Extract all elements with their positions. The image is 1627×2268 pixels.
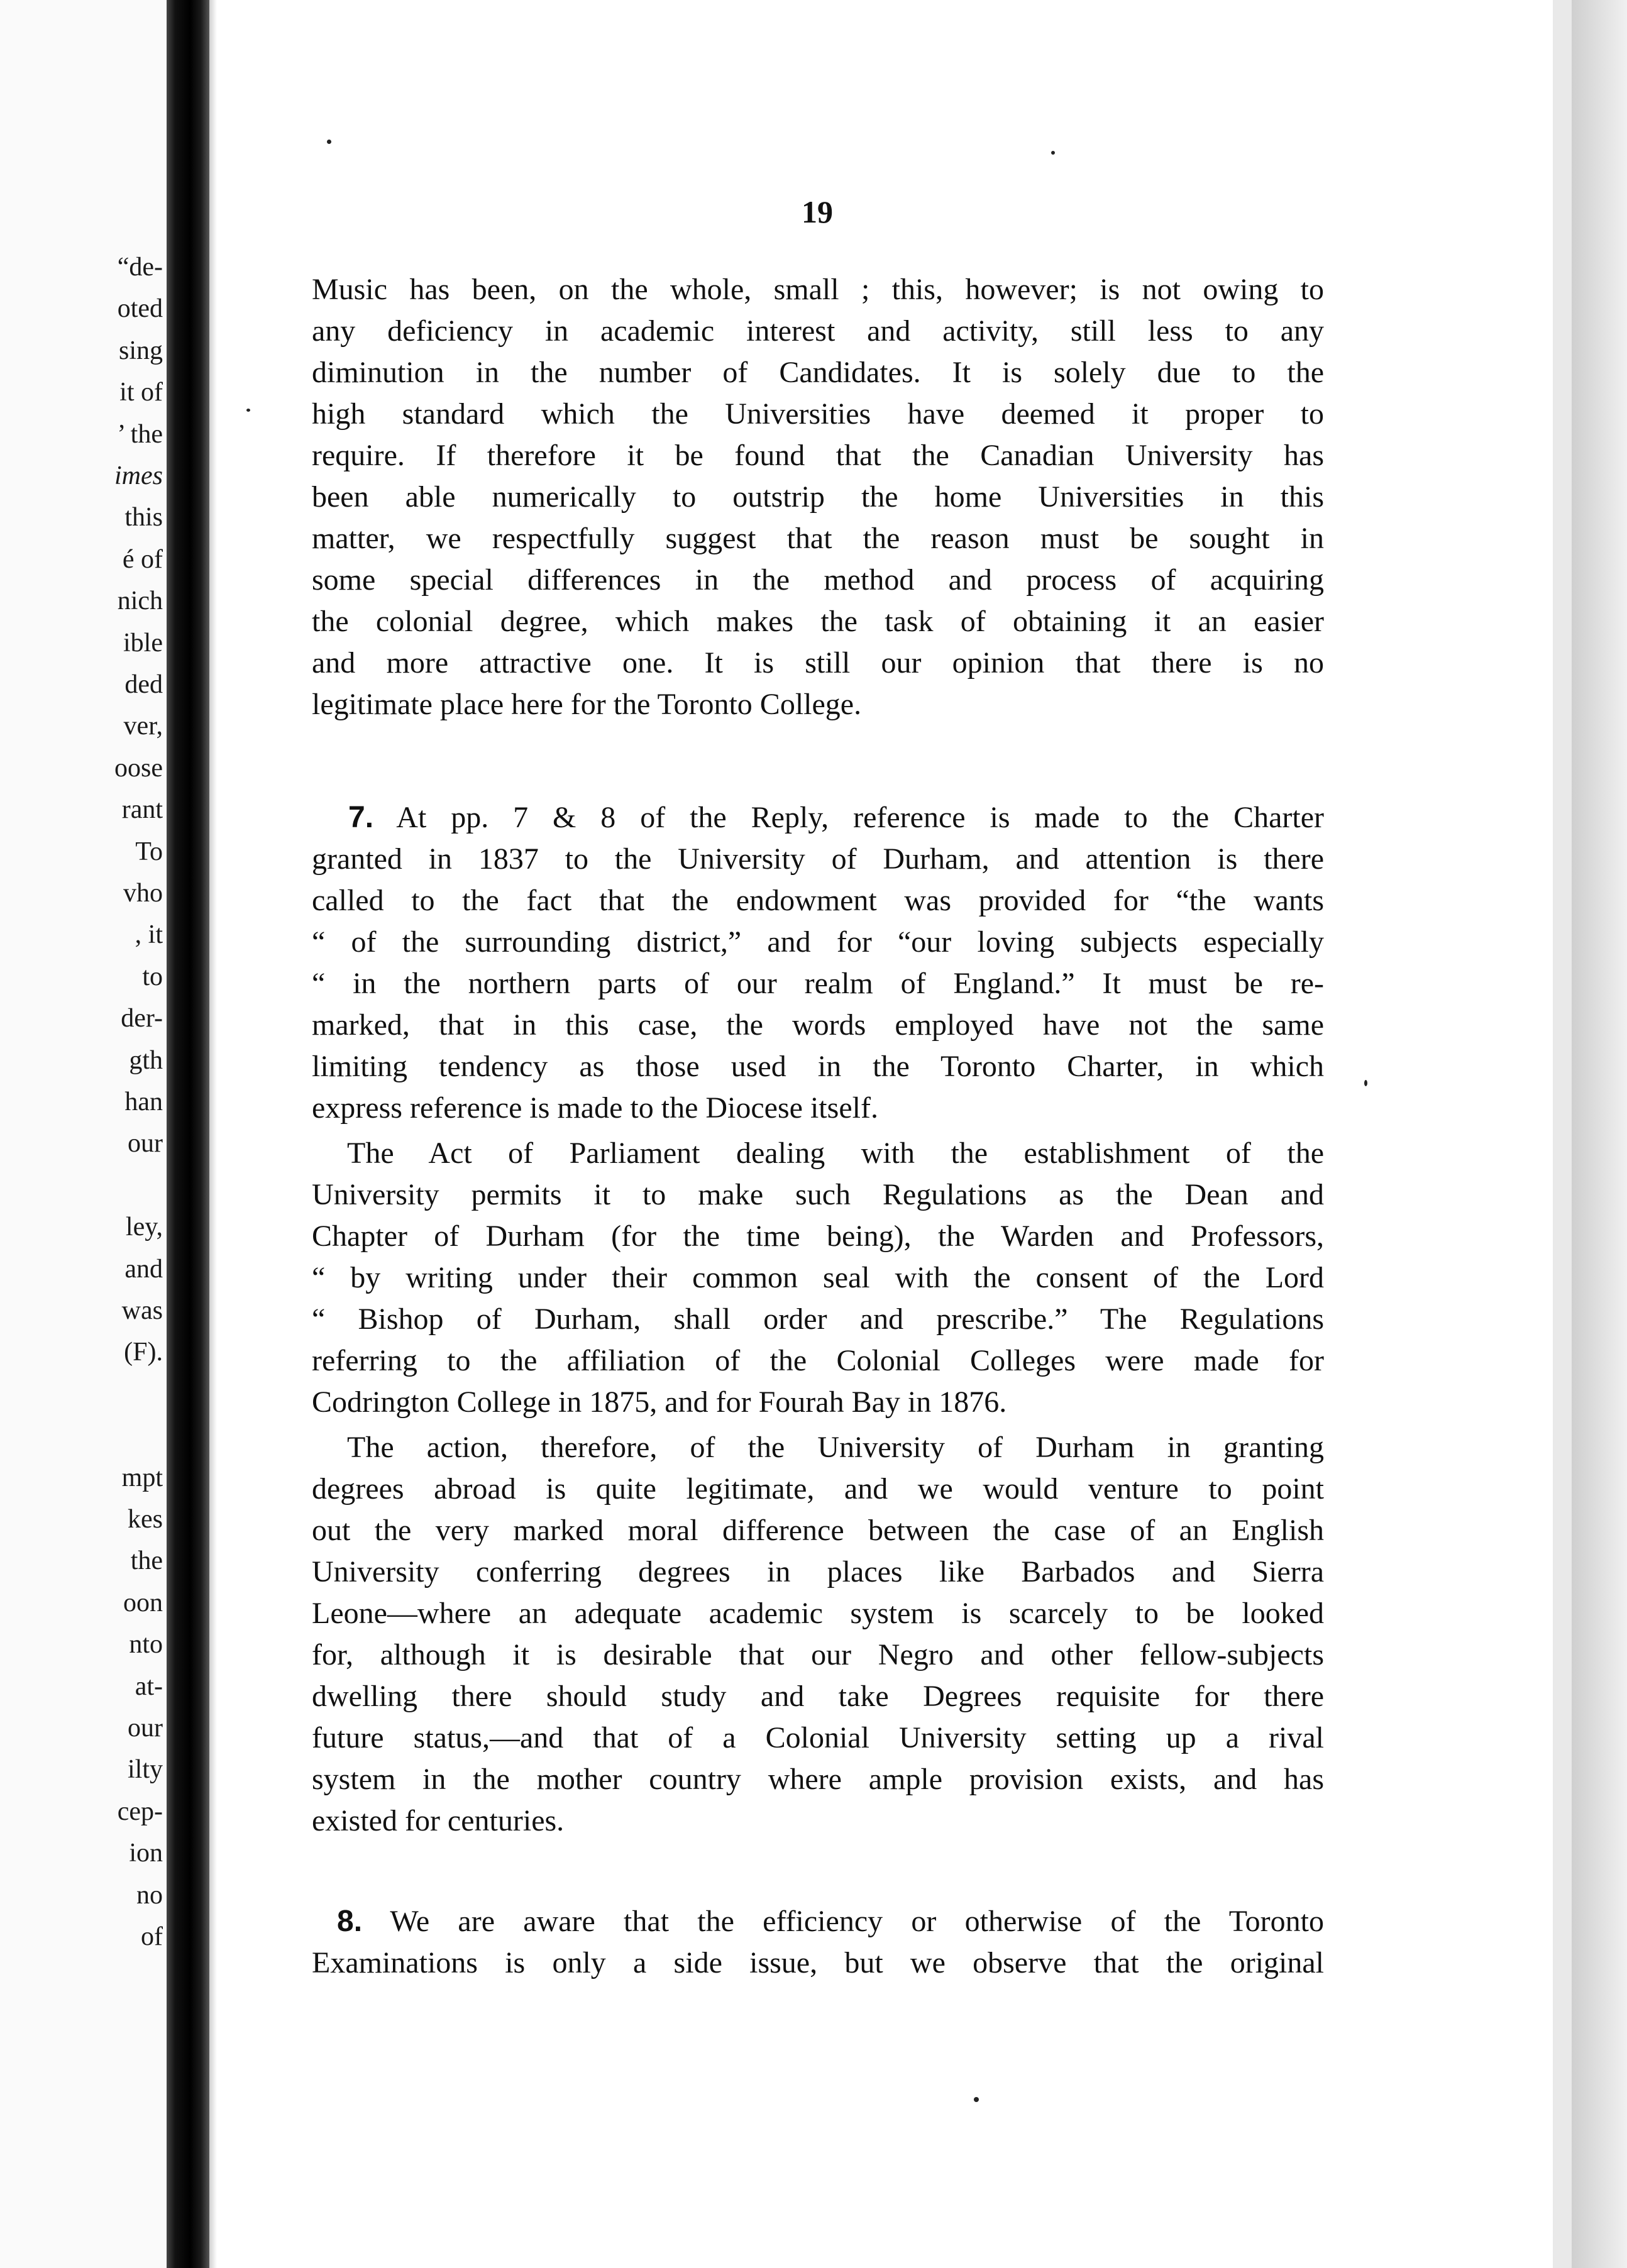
facing-page-fragment: ley, <box>125 1213 163 1241</box>
facing-page-fragment: é of <box>122 545 163 574</box>
facing-page-fragment: cep- <box>117 1797 163 1826</box>
facing-page-fragment: was <box>121 1296 163 1325</box>
facing-page-fragment: ion <box>129 1839 163 1868</box>
text-line: The Act of Parliament dealing with the establishment of the <box>347 1137 1324 1170</box>
text-line: and more attractive one. It is still our opinion that there is no <box>312 646 1324 680</box>
facing-page-strip <box>0 0 167 2268</box>
paragraph-section-7 <box>312 797 1324 1129</box>
facing-page-fragment: oon <box>123 1588 163 1617</box>
text-line-first <box>312 1901 1324 1942</box>
binding-gutter <box>167 0 209 2268</box>
text-line: “ in the northern parts of our realm of England.” It must be re- <box>312 967 1324 1000</box>
facing-page-fragment: (F). <box>124 1338 163 1367</box>
print-speck <box>327 140 331 144</box>
facing-page-fragment: to <box>142 962 163 991</box>
facing-page-fragment: at- <box>135 1672 163 1701</box>
facing-page-fragment: it of <box>119 378 163 407</box>
facing-page-fragment: mpt <box>121 1463 163 1492</box>
text-line: granted in 1837 to the University of Durham, and attention is there <box>312 842 1324 876</box>
facing-page-fragment: nich <box>117 586 163 615</box>
facing-page-fragment: ible <box>123 629 163 658</box>
text-line: high standard which the Universities have deemed it proper to <box>312 397 1324 431</box>
text-line: At pp. 7 & 8 of the Reply, reference is made to the Charter <box>396 801 1324 834</box>
facing-page-fragment: our <box>128 1129 163 1158</box>
text-line: degrees abroad is quite legitimate, and we would venture to point <box>312 1472 1324 1506</box>
facing-page-fragment: der- <box>121 1004 163 1033</box>
facing-page-fragment: kes <box>128 1505 163 1534</box>
facing-page-fragment: our <box>128 1714 163 1742</box>
facing-page-fragment: sing <box>118 336 163 365</box>
page-edge-shade <box>1553 0 1572 2268</box>
facing-page-fragment: vho <box>123 879 163 908</box>
text-line: the colonial degree, which makes the task of obtaining it an easier <box>312 605 1324 638</box>
text-line: dwelling there should study and take Degrees requisite for there <box>312 1680 1324 1713</box>
facing-page-fragment: ver, <box>123 712 163 740</box>
facing-page-fragment: oose <box>114 754 163 783</box>
text-line: system in the mother country where ample provision exists, and has <box>312 1763 1324 1796</box>
text-line: marked, that in this case, the words employed have not the same <box>312 1008 1324 1042</box>
text-line: called to the fact that the endowment was provided for “the wants <box>312 884 1324 917</box>
text-line: out the very marked moral difference between the case of an English <box>312 1514 1324 1547</box>
text-line: any deficiency in academic interest and activity, still less to any <box>312 314 1324 348</box>
text-line: Music has been, on the whole, small ; this, however; is not owing to <box>312 273 1324 306</box>
facing-page-fragment: han <box>124 1087 163 1116</box>
text-line: for, although it is desirable that our Negro and other fellow-subjects <box>312 1638 1324 1671</box>
facing-page-fragment: imes <box>114 461 163 490</box>
page-number: 19 <box>802 194 833 229</box>
text-line: legitimate place here for the Toronto College. <box>312 688 862 721</box>
text-line: diminution in the number of Candidates. It is solely due to the <box>312 356 1324 389</box>
facing-page-fragment: rant <box>121 795 163 824</box>
text-line: express reference is made to the Diocese itself. <box>312 1091 878 1125</box>
text-line: Examinations is only a side issue, but we observe that the original <box>312 1946 1324 1979</box>
facing-page-fragment: , it <box>135 920 163 949</box>
print-speck <box>974 2097 979 2102</box>
facing-page-fragment: To <box>135 837 163 866</box>
text-line: referring to the affiliation of the Colonial Colleges were made for <box>312 1344 1324 1377</box>
text-line: some special differences in the method and process of acquiring <box>312 563 1324 597</box>
text-line: matter, we respectfully suggest that the reason must be sought in <box>312 522 1324 555</box>
facing-page-fragment: ’ the <box>117 420 163 449</box>
facing-page-fragment: “de- <box>117 253 163 282</box>
text-line: “ Bishop of Durham, shall order and prescribe.” The Regulations <box>312 1302 1324 1336</box>
paragraph-action-therefore <box>312 1427 1324 1842</box>
text-line: Chapter of Durham (for the time being), the Warden and Professors, <box>312 1219 1324 1253</box>
text-line-first <box>312 797 1324 839</box>
text-line: future status,—and that of a Colonial University setting up a rival <box>312 1721 1324 1754</box>
facing-page-fragment: of <box>141 1922 163 1951</box>
page-edge-shade-outer <box>1572 0 1627 2268</box>
text-line: University conferring degrees in places like Barbados and Sierra <box>312 1555 1324 1588</box>
paragraph-section-8 <box>312 1901 1324 1984</box>
facing-page-fragment: and <box>124 1255 163 1284</box>
text-line: We are aware that the efficiency or otherwise of the Toronto <box>390 1905 1324 1938</box>
facing-page-fragment: gth <box>129 1046 163 1075</box>
facing-page-fragment: ilty <box>127 1755 163 1784</box>
section-number-7: 7. <box>348 801 374 834</box>
facing-page-fragment: the <box>130 1546 163 1575</box>
paragraph-music <box>312 269 1324 725</box>
text-line: University permits it to make such Regulations as the Dean and <box>312 1178 1324 1211</box>
text-line: require. If therefore it be found that the Canadian University has <box>312 439 1324 472</box>
facing-page-fragment: oted <box>117 294 163 323</box>
facing-page-fragment: nto <box>129 1630 163 1659</box>
text-line: Leone—where an adequate academic system is scarcely to be looked <box>312 1597 1324 1630</box>
facing-page-fragment: ded <box>124 670 163 699</box>
text-line: been able numerically to outstrip the home Universities in this <box>312 480 1324 514</box>
print-speck <box>246 409 250 412</box>
gutter-edge-shadow <box>209 0 217 2268</box>
facing-page-fragment: this <box>124 503 163 532</box>
text-line: “ by writing under their common seal with the consent of the Lord <box>312 1261 1324 1294</box>
print-speck <box>1364 1080 1367 1086</box>
text-line: Codrington College in 1875, and for Fourah Bay in 1876. <box>312 1385 1007 1419</box>
text-line: existed for centuries. <box>312 1804 565 1837</box>
text-line: “ of the surrounding district,” and for “our loving subjects especially <box>312 925 1324 959</box>
print-speck <box>1051 151 1055 155</box>
text-line: The action, therefore, of the University of Durham in granting <box>347 1431 1324 1464</box>
paragraph-act-of-parliament <box>312 1133 1324 1423</box>
facing-page-fragment: no <box>136 1881 163 1910</box>
section-number-8: 8. <box>337 1905 363 1938</box>
text-line: limiting tendency as those used in the Toronto Charter, in which <box>312 1050 1324 1083</box>
